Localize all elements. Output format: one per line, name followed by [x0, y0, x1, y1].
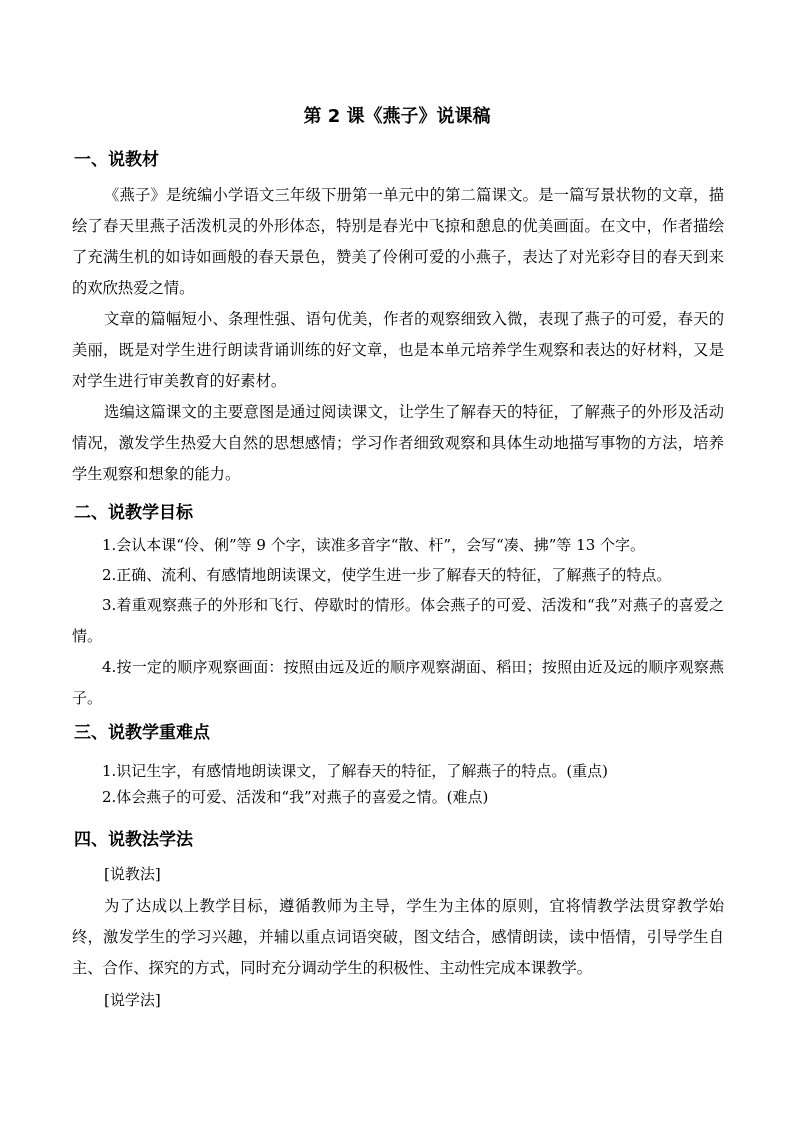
subsection-label-teaching-method: [说教法] [104, 865, 161, 883]
paragraph: 《燕子》是统编小学语文三年级下册第一单元中的第二篇课文。是一篇写景状物的文章，描绘了春天里燕子活泼机灵的外形体态，特别是春光中飞掠和憩息的优美画面。在文中，作者描绘了充满生机的如诗如画般的春天景色，赞美了伶俐可爱的小燕子，表达了对光彩夺目的春天到来的欢欣热爱之情。 [72, 186, 724, 297]
section-heading-objectives: 二、说教学目标 [74, 503, 193, 523]
list-item: 3.着重观察燕子的外形和飞行、停歇时的情形。体会燕子的可爱、活泼和“我”对燕子的喜爱之情。 [72, 596, 724, 645]
section-heading-key-points: 三、说教学重难点 [74, 723, 210, 743]
list-item: 2.正确、流利、有感情地朗读课文，使学生进一步了解春天的特征，了解燕子的特点。 [102, 566, 672, 584]
paragraph: 文章的篇幅短小、条理性强、语句优美，作者的观察细致入微，表现了燕子的可爱，春天的美丽，既是对学生进行朗读背诵训练的好文章，也是本单元培养学生观察和表达的好材料，又是对学生进行审美教育的好素材。 [72, 310, 724, 390]
paragraph: 选编这篇课文的主要意图是通过阅读课文，让学生了解春天的特征，了解燕子的外形及活动情况，激发学生热爱大自然的思想感情；学习作者细致观察和具体生动地描写事物的方法，培养学生观察和想象的能力。 [72, 403, 724, 483]
paragraph: 为了达成以上教学目标，遵循教师为主导，学生为主体的原则，宜将情教学法贯穿教学始终，激发学生的学习兴趣，并辅以重点词语突破，图文结合，感情朗读，读中悟情，引导学生自主、合作、探究的方式，同时充分调动学生的积极性、主动性完成本课教学。 [72, 897, 724, 977]
list-item: 2.体会燕子的可爱、活泼和“我”对燕子的喜爱之情。(难点) [102, 788, 489, 806]
section-heading-methods: 四、说教法学法 [74, 830, 193, 850]
subsection-label-learning-method: [说学法] [104, 991, 161, 1009]
list-item: 1.会认本课“伶、俐”等 9 个字，读准多音字“散、杆”，会写“凑、拂”等 13 个字。 [102, 536, 646, 554]
list-item: 1.识记生字，有感情地朗读课文，了解春天的特征，了解燕子的特点。(重点) [102, 762, 609, 780]
section-heading-textbook: 一、说教材 [74, 150, 159, 170]
list-item: 4.按一定的顺序观察画面：按照由远及近的顺序观察湖面、稻田；按照由近及远的顺序观察燕子。 [72, 658, 724, 707]
document-title: 第 2 课《燕子》说课稿 [303, 106, 491, 127]
